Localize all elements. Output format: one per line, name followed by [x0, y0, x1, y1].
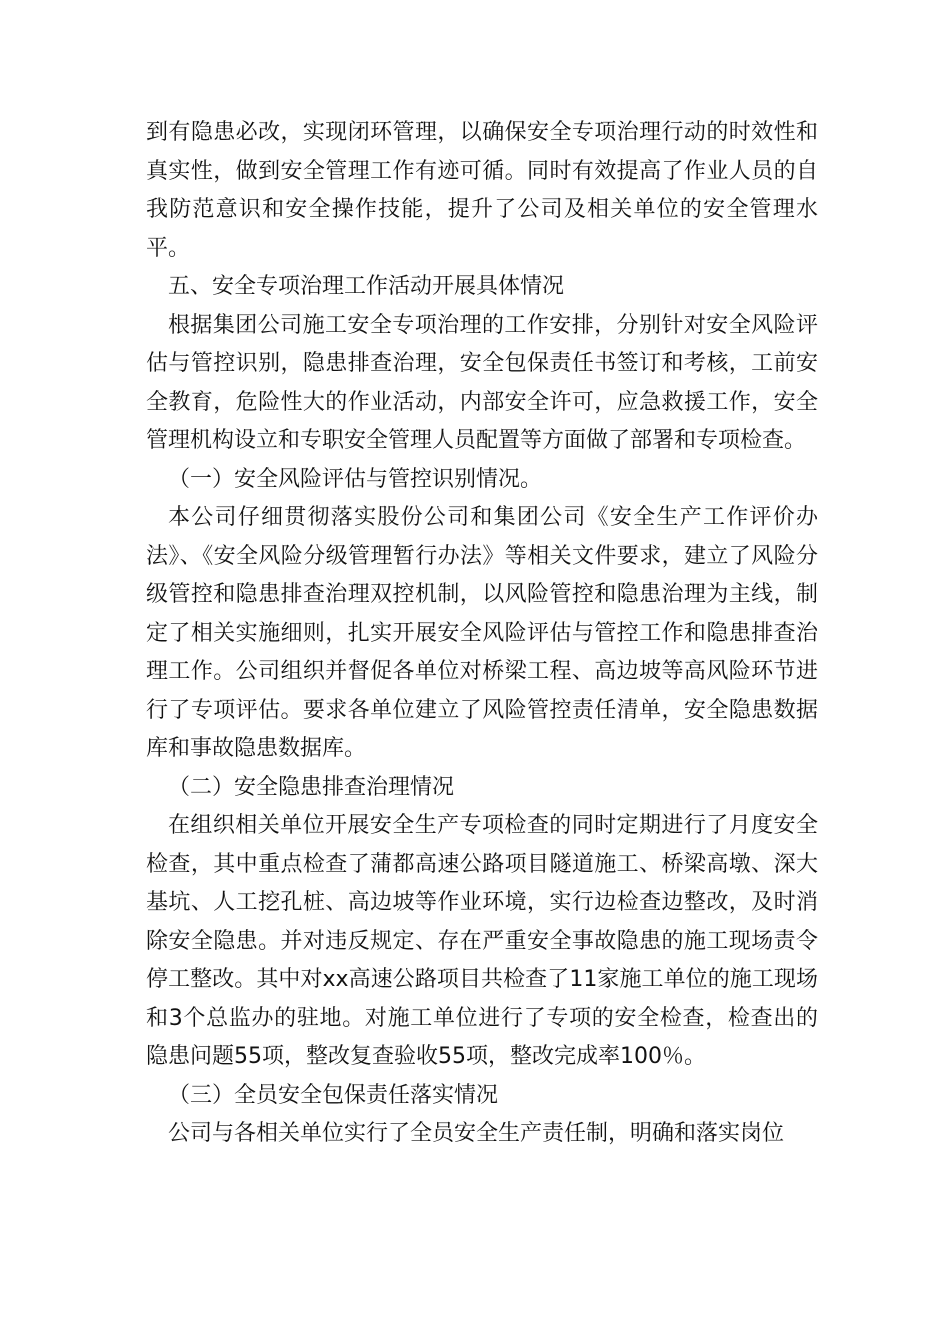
- section-heading-five: 五、安全专项治理工作活动开展具体情况: [168, 274, 565, 299]
- paragraph-overview: 根据集团公司施工安全专项治理的工作安排，分别针对安全风险评估与管控识别，隐患排查治理，安全包保责任书签订和考核，工前安全教育，危险性大的作业活动，内部安全许可，应急救援工作，安全管理机构设立和专职安全管理人员配置等方面做了部署和专项检查。: [146, 312, 818, 453]
- document-page: [146, 114, 818, 1154]
- paragraph-responsibility: 公司与各相关单位实行了全员安全生产责任制，明确和落实岗位: [168, 1121, 785, 1146]
- subsection-heading-one: （一）安全风险评估与管控识别情况。: [168, 466, 543, 492]
- subsection-heading-two: （二）安全隐患排查治理情况: [168, 774, 455, 800]
- subsection-heading-three: （三）全员安全包保责任落实情况: [168, 1082, 499, 1108]
- paragraph-risk-assessment: 本公司仔细贯彻落实股份公司和集团公司《安全生产工作评价办法》、《安全风险分级管理暂行办法》等相关文件要求，建立了风险分级管控和隐患排查治理双控机制，以风险管控和隐患治理为主线，制定了相关实施细则，扎实开展安全风险评估与管控工作和隐患排查治理工作。公司组织并督促各单位对桥梁工程、高边坡等高风险环节进行了专项评估。要求各单位建立了风险管控责任清单，安全隐患数据库和事故隐患数据库。: [146, 505, 818, 761]
- paragraph-continued: 到有隐患必改，实现闭环管理，以确保安全专项治理行动的时效性和真实性，做到安全管理工作有迹可循。同时有效提高了作业人员的自我防范意识和安全操作技能，提升了公司及相关单位的安全管理水平。: [146, 120, 818, 261]
- paragraph-hazard-inspection: 在组织相关单位开展安全生产专项检查的同时定期进行了月度安全检查，其中重点检查了蒲都高速公路项目隧道施工、桥梁高墩、深大基坑、人工挖孔桩、高边坡等作业环境，实行边检查边整改，及时消除安全隐患。并对违反规定、存在严重安全事故隐患的施工现场责令停工整改。其中对xx高速公路项目共检查了11家施工单位的施工现场和3个总监办的驻地。对施工单位进行了专项的安全检查，检查出的隐患问题55项，整改复查验收55项，整改完成率100％。: [146, 813, 818, 1069]
